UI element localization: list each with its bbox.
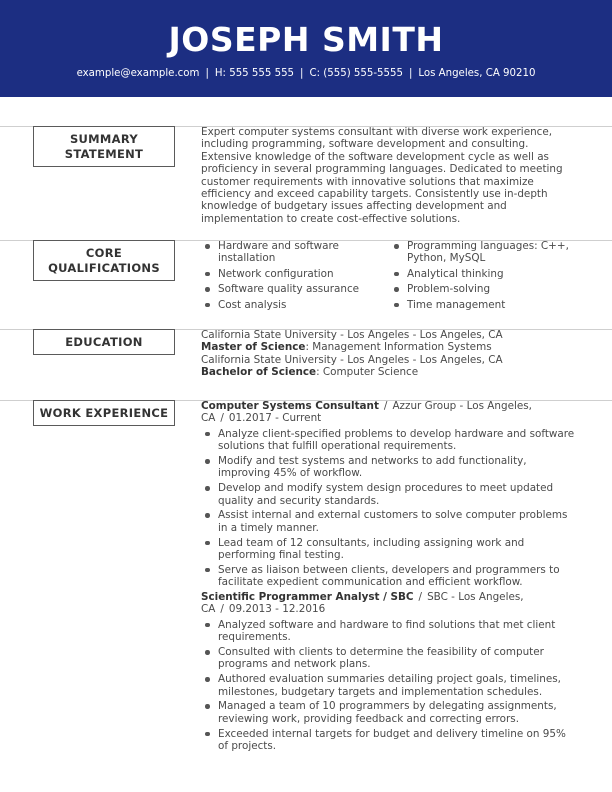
list-item: Analyzed software and hardware to find solutions that met client requirements.: [201, 619, 579, 644]
separator: |: [205, 68, 209, 79]
education-degree-line: [201, 341, 579, 353]
experience-heading: WORK EXPERIENCE: [33, 400, 175, 426]
experience-list: [201, 400, 579, 755]
slash: /: [383, 400, 388, 412]
education-heading: EDUCATION: [33, 329, 175, 355]
list-item: Time management: [390, 299, 579, 311]
education-list: [201, 329, 579, 379]
list-item: Cost analysis: [201, 299, 390, 311]
email: example@example.com: [76, 68, 200, 79]
qualifications-col2: [390, 240, 579, 314]
summary-heading-line1: SUMMARY: [69, 131, 139, 146]
degree: Bachelor of Science: [201, 366, 317, 379]
separator: |: [300, 68, 304, 79]
degree-field: : Computer Science: [316, 366, 419, 379]
education-school: California State University - Los Angeles - Los Angeles, CA: [201, 329, 503, 341]
job-title: Scientific Programmer Analyst / SBC: [201, 591, 414, 604]
location: Los Angeles, CA 90210: [418, 68, 536, 79]
cell-phone: C: (555) 555-5555: [309, 68, 403, 79]
job-title: Computer Systems Consultant: [201, 400, 379, 412]
slash: /: [220, 603, 224, 616]
home-phone: H: 555 555 555: [214, 68, 295, 79]
list-item: Consulted with clients to determine the feasibility of computer programs and network plans.: [201, 646, 579, 671]
qualifications-heading: [33, 240, 175, 281]
job-company: Azzur Group - Los Angeles, CA: [201, 400, 532, 425]
degree: Master of Science: [201, 341, 306, 354]
list-item: Lead team of 12 consultants, including assigning work and performing final testing.: [201, 537, 579, 562]
list-item: Problem-solving: [390, 283, 579, 295]
summary-heading-line2: STATEMENT: [64, 146, 144, 161]
job-company: SBC - Los Angeles, CA: [201, 591, 524, 616]
list-item: Hardware and software installation: [201, 240, 390, 265]
list-item: Authored evaluation summaries detailing project goals, timelines, milestones, budgetary targets and implementation schedules.: [201, 673, 579, 698]
contact-line: [0, 68, 612, 79]
list-item: Analytical thinking: [390, 268, 579, 280]
job-dates: 01.2017 - Current: [228, 412, 322, 425]
slash: /: [418, 591, 423, 604]
job-header: [201, 400, 579, 425]
list-item: Serve as liaison between clients, developers and programmers to facilitate expedient communication and efficient workflow.: [201, 564, 579, 589]
education-degree-line: [201, 366, 579, 378]
summary-text: Expert computer systems consultant with diverse work experience, including programming, software development and consulting. Extensive knowledge of the software development cycle as well as proficiency in several programming languages. Dedicated to meeting customer requirements with innovative solutions that maximize efficiency and exceed capability targets. Consistently use in-depth knowledge of budgetary issues affecting development and implementation to create cost-effective solutions.: [201, 126, 563, 225]
list-item: Network configuration: [201, 268, 390, 280]
list-item: Develop and modify system design procedures to meet updated quality and security standards.: [201, 482, 579, 507]
list-item: Exceeded internal targets for budget and delivery timeline on 95% of projects.: [201, 728, 579, 753]
qualifications-list: [201, 240, 579, 314]
degree-field: : Management Information Systems: [305, 341, 492, 354]
qualifications-heading-line2: QUALIFICATIONS: [48, 260, 160, 275]
job-bullets: [201, 428, 579, 589]
slash: /: [220, 412, 224, 425]
qualifications-col1: [201, 240, 390, 314]
list-item: Modify and test systems and networks to add functionality, improving 45% of workflow.: [201, 455, 579, 480]
summary-heading: [33, 126, 175, 167]
job-header: [201, 591, 579, 616]
job-dates: 09.2013 - 12.2016: [228, 603, 326, 616]
candidate-name: JOSEPH SMITH: [168, 20, 444, 59]
list-item: Software quality assurance: [201, 283, 390, 295]
list-item: Managed a team of 10 programmers by delegating assignments, reviewing work, providing feedback and correcting errors.: [201, 700, 579, 725]
education-school: California State University - Los Angeles - Los Angeles, CA: [201, 353, 503, 366]
list-item: Analyze client-specified problems to develop hardware and software solutions that fulfill operational requirements.: [201, 428, 579, 453]
list-item: Programming languages: C++, Python, MySQL: [390, 240, 579, 265]
header-banner: [0, 0, 612, 97]
qualifications-heading-line1: CORE: [85, 245, 123, 260]
list-item: Assist internal and external customers to solve computer problems in a timely manner.: [201, 509, 579, 534]
separator: |: [408, 68, 413, 79]
job-bullets: [201, 619, 579, 753]
